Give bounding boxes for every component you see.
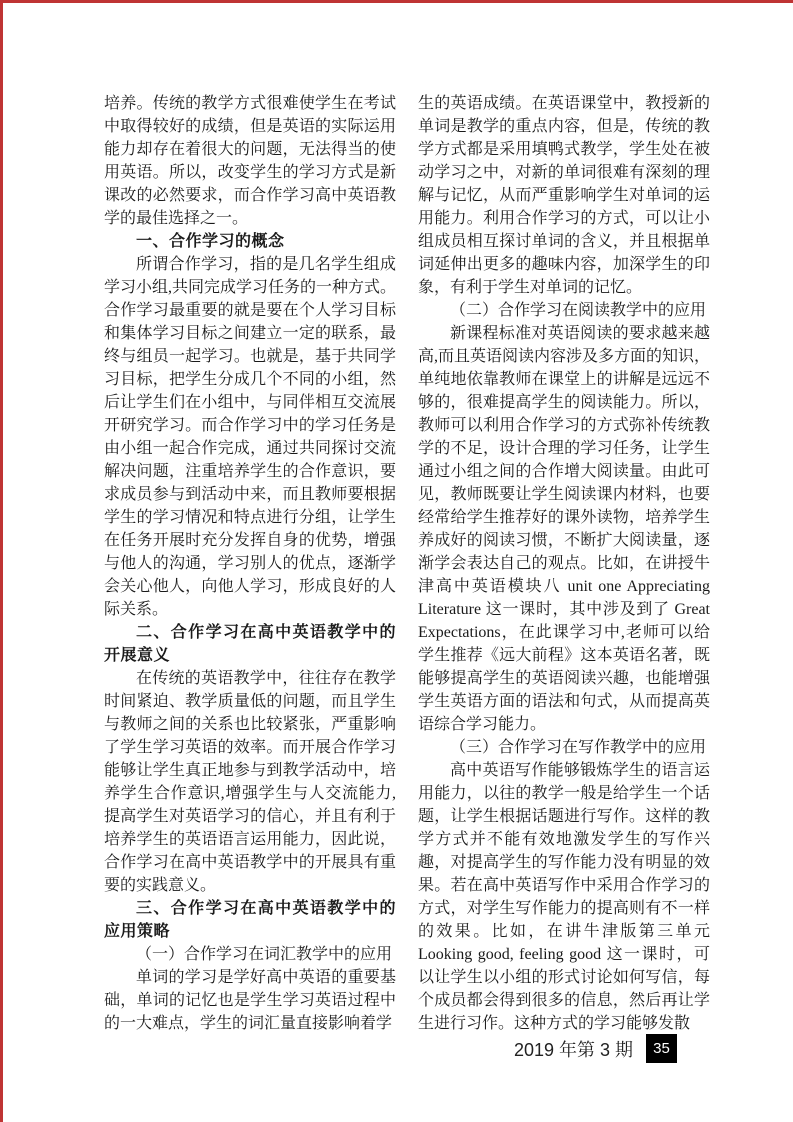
issue-label: 2019 年第 3 期: [513, 1039, 633, 1060]
left-column: [104, 92, 396, 1035]
section-heading: 二、合作学习在高中英语教学中的开展意义: [104, 624, 396, 664]
two-column-layout: [104, 92, 710, 1035]
body-paragraph: 所谓合作学习，指的是几名学生组成学习小组,共同完成学习任务的一种方式。合作学习最重要的就是要在个人学习目标和集体学习目标之间建立一定的联系，最终与组员一起学习。也就是，基于共同学习目标，把学生分成几个不同的小组，然后让学生们在小组中，与同伴相互交流展开研究学习。而合作学习中的学习任务是由小组一起合作完成，通过共同探讨交流解决问题，注重培养学生的合作意识，要求成员参与到活动中来，而且教师要根据学生的学习情况和特点进行分组，让学生在任务开展时充分发挥自身的优势，增强与他人的沟通，学习别人的优点，逐渐学会关心他人，向他人学习，形成良好的人际关系。: [104, 256, 397, 618]
scan-edge-left: [0, 0, 3, 1122]
body-paragraph: 新课程标准对英语阅读的要求越来越高,而且英语阅读内容涉及多方面的知识，单纯地依靠教师在课堂上的讲解是远远不够的，很难提高学生的阅读能力。所以，教师可以利用合作学习的方式弥补传统教学的不足，设计合理的学习任务，让学生通过小组之间的合作增大阅读量。由此可见，教师既要让学生阅读课内材料，也要经常给学生推荐好的课外读物，培养学生养成好的阅读习惯，不断扩大阅读量，逐渐学会表达自己的观点。比如，在讲授牛津高中英语模块八 unit one Appreciating Literature 这一课时，其中涉及到了 Great Expectations，在此课学习中,老师可以给学生推荐《远大前程》这本英语名著，既能够提高学生的英语阅读兴趣，也能增强学生英语方面的语法和句式，从而提高英语综合学习能力。: [418, 325, 711, 733]
scan-edge-top: [0, 0, 793, 3]
body-paragraph: 培养。传统的教学方式很难使学生在考试中取得较好的成绩，但是英语的实际运用能力却存在着很大的问题，无法得当的使用英语。所以，改变学生的学习方式是新课改的必然要求，而合作学习高中英语教学的最佳选择之一。: [104, 95, 396, 227]
section-heading: 三、合作学习在高中英语教学中的应用策略: [104, 900, 396, 940]
body-paragraph: 单词的学习是学好高中英语的重要基础，单词的记忆也是学生学习英语过程中的一大难点，学生的词汇量直接影响着学: [104, 969, 396, 1032]
subsection-heading: （三）合作学习在写作教学中的应用: [450, 739, 707, 756]
section-heading: 一、合作学习的概念: [136, 233, 285, 250]
page-number-badge: 35: [646, 1034, 677, 1063]
right-column: [418, 92, 710, 1035]
subsection-heading: （二）合作学习在阅读教学中的应用: [450, 302, 707, 319]
page-footer: [0, 1034, 677, 1063]
body-paragraph: 在传统的英语教学中，往往存在教学时间紧迫、教学质量低的问题，而且学生与教师之间的关系也比较紧张，严重影响了学生学习英语的效率。而开展合作学习能够让学生真正地参与到教学活动中，培养学生合作意识,增强学生与人交流能力,提高学生对英语学习的信心，并且有利于培养学生的英语语言运用能力，因此说，合作学习在高中英语教学中的开展具有重要的实践意义。: [104, 670, 396, 894]
body-paragraph: 生的英语成绩。在英语课堂中，教授新的单词是教学的重点内容，但是，传统的教学方式都是采用填鸭式教学，学生处在被动学习之中，对新的单词很难有深刻的理解与记忆，从而严重影响学生对单词的运用能力。利用合作学习的方式，可以让小组成员相互探讨单词的含义，并且根据单词延伸出更多的趣味内容，加深学生的印象，有利于学生对单词的记忆。: [418, 95, 710, 296]
body-paragraph: 高中英语写作能够锻炼学生的语言运用能力，以往的教学一般是给学生一个话题，让学生根据话题进行写作。这样的教学方式并不能有效地激发学生的写作兴趣，对提高学生的写作能力没有明显的效果。若在高中英语写作中采用合作学习的方式，对学生写作能力的提高则有不一样的效果。比如，在讲牛津版第三单元 Looking good, feeling good 这一课时，可以让学生以小组的形式讨论如何写信，每个成员都会得到很多的信息，然后再让学生进行习作。这种方式的学习能够发散: [418, 762, 710, 1032]
subsection-heading: （一）合作学习在词汇教学中的应用: [136, 946, 393, 963]
